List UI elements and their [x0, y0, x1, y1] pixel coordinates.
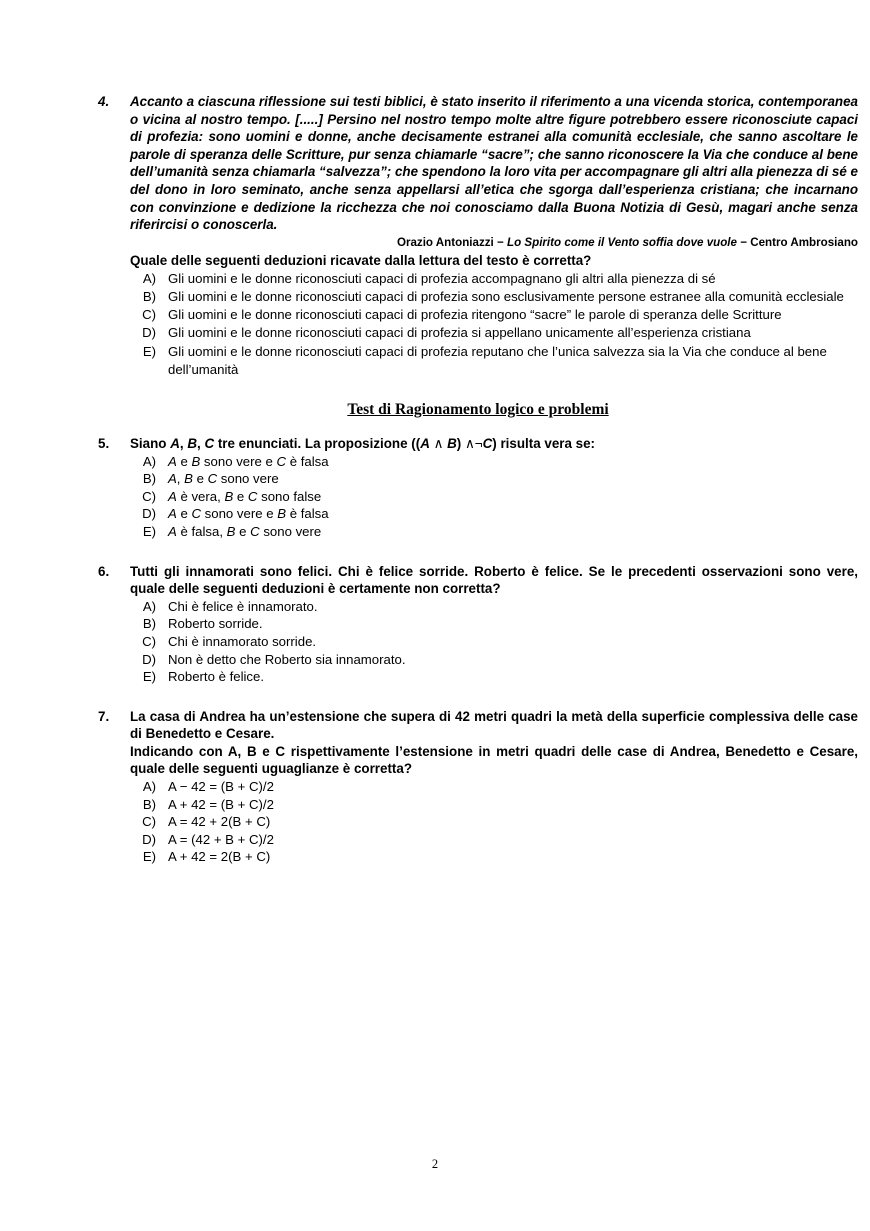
question-4-prompt: Quale delle seguenti deduzioni ricavate dalla lettura del testo è corretta? [130, 252, 592, 268]
question-5-stem [130, 435, 858, 453]
attribution-publisher: Centro Ambrosiano [750, 235, 858, 249]
stem-text: Siano [130, 435, 171, 451]
stem-text: , [196, 435, 205, 451]
option-letter: E) [142, 523, 156, 539]
option-text: Gli uomini e le donne riconosciuti capaci di profezia sono esclusivamente persone estranee alla comunità ecclesiale [168, 288, 844, 304]
option-item[interactable] [130, 470, 858, 488]
option-item[interactable] [130, 488, 858, 506]
option-letter: B) [142, 616, 156, 632]
option-letter: A) [142, 453, 156, 469]
option-item[interactable] [130, 505, 858, 523]
option-letter: E) [142, 343, 156, 359]
option-letter: A) [142, 779, 156, 795]
question-4-body [130, 93, 858, 379]
variable-b: B [447, 435, 457, 451]
option-text: A = (42 + B + C)/2 [168, 831, 274, 847]
option-text: A + 42 = (B + C)/2 [168, 796, 274, 812]
variable-c: C [204, 435, 215, 451]
option-text: A + 42 = 2(B + C) [168, 849, 271, 865]
option-item[interactable] [130, 668, 858, 686]
option-item[interactable] [130, 778, 858, 796]
option-item[interactable] [130, 796, 858, 814]
question-6-body [130, 563, 858, 686]
question-7-number: 7. [98, 708, 110, 724]
question-7-stem-part-2: Indicando con A, B e C rispettivamente l’estensione in metri quadri delle case di Andrea, Benedetto e Cesare, quale delle seguenti uguaglianze è corretta? [130, 743, 858, 777]
spacer [98, 686, 858, 708]
option-letter: E) [142, 849, 156, 865]
option-text: Roberto è felice. [168, 669, 265, 685]
page-number: 2 [431, 1157, 439, 1171]
option-letter: B) [142, 471, 156, 487]
option-text: A = 42 + 2(B + C) [168, 814, 271, 830]
question-5 [98, 435, 858, 541]
spacer [98, 419, 858, 435]
stem-text: tre enunciati. La proposizione (( [214, 435, 421, 451]
option-letter: C) [142, 633, 156, 649]
variable-b: B [187, 435, 197, 451]
question-6-options [130, 598, 858, 686]
and-operator: ∧ [429, 435, 448, 451]
option-letter: D) [142, 831, 156, 847]
question-7 [98, 708, 858, 866]
option-item[interactable] [130, 288, 858, 306]
question-5-options [130, 453, 858, 541]
option-letter: C) [142, 814, 156, 830]
stem-text: , [179, 435, 188, 451]
option-item[interactable] [130, 598, 858, 616]
option-item[interactable] [130, 343, 858, 379]
question-7-body [130, 708, 858, 866]
option-text: Non è detto che Roberto sia innamorato. [168, 651, 406, 667]
option-text: Gli uomini e le donne riconosciuti capaci di profezia accompagnano gli altri alla pienezza di sé [168, 270, 716, 286]
attribution-title: Lo Spirito come il Vento soffia dove vuole [507, 235, 737, 249]
option-letter: C) [142, 307, 156, 323]
option-text: A è vera, B e C sono false [168, 488, 322, 504]
option-item[interactable] [130, 615, 858, 633]
attribution-dash-1: − [493, 235, 507, 249]
option-item[interactable] [130, 813, 858, 831]
option-letter: D) [142, 651, 156, 667]
option-text: Gli uomini e le donne riconosciuti capaci di profezia ritengono “sacre” le parole di speranza delle Scritture [168, 307, 782, 323]
variable-a: A [170, 435, 180, 451]
stem-text: ) risulta vera se: [492, 435, 595, 451]
question-6-stem: Tutti gli innamorati sono felici. Chi è felice sorride. Roberto è felice. Se le precedenti osservazioni sono vere, quale delle seguenti deduzioni è certamente non corretta? [130, 563, 858, 597]
question-4 [98, 93, 858, 379]
option-text: A e B sono vere e C è falsa [168, 453, 329, 469]
option-item[interactable] [130, 523, 858, 541]
option-text: A − 42 = (B + C)/2 [168, 779, 274, 795]
spacer [98, 379, 858, 401]
option-letter: C) [142, 488, 156, 504]
question-4-attribution [130, 235, 858, 250]
option-text: Gli uomini e le donne riconosciuti capaci di profezia si appellano unicamente all’esperienza cristiana [168, 325, 751, 341]
page-content [98, 93, 858, 866]
question-5-number: 5. [98, 435, 110, 451]
option-letter: B) [142, 288, 156, 304]
option-item[interactable] [130, 453, 858, 471]
option-item[interactable] [130, 306, 858, 324]
option-letter: A) [142, 598, 156, 614]
question-6 [98, 563, 858, 686]
option-text: A è falsa, B e C sono vere [168, 523, 322, 539]
question-4-number: 4. [98, 94, 110, 109]
variable-a: A [420, 435, 430, 451]
option-text: Chi è innamorato sorride. [168, 633, 317, 649]
attribution-author: Orazio Antoniazzi [396, 235, 494, 249]
option-text: A e C sono vere e B è falsa [168, 506, 329, 522]
option-letter: D) [142, 325, 156, 341]
attribution-dash-2: − [736, 235, 751, 249]
question-4-passage: Accanto a ciascuna riflessione sui testi biblici, è stato inserito il riferimento a una vicenda storica, contemporanea o vicina al nostro tempo. [.....] Persino nel nostro tempo molte altre figure potrebbero essere riconosciute capaci di profezia: sono uomini e donne, anche decisamente estranei alla comunità ecclesiale, che sanno ascoltare le parole di speranza delle Scritture, pur senza chiamarle “sacre”; che sanno riconoscere la Via che conduce al bene dell’umanità senza chiamarla “salvezza”; che spendono la loro vita per accompagnare gli altri alla pienezza di sé e del dono in loro seminato, anche senza appellarsi all’etica che sgorga dall’esperienza cristiana; che incarnano con convinzione e dedizione la ricchezza che noi conosciamo dalla Buona Notizia di Gesù, magari anche senza riferircisi o conoscerla. [130, 94, 858, 233]
option-text: Gli uomini e le donne riconosciuti capaci di profezia reputano che l’unica salvezza sia la Via che conduce al bene dell’umanità [168, 343, 827, 377]
option-item[interactable] [130, 633, 858, 651]
question-6-number: 6. [98, 563, 110, 579]
section-title: Test di Ragionamento logico e problemi [347, 400, 609, 418]
option-text: A, B e C sono vere [168, 471, 279, 487]
option-item[interactable] [130, 324, 858, 342]
option-letter: A) [142, 270, 156, 286]
option-text: Roberto sorride. [168, 616, 263, 632]
option-letter: D) [142, 506, 156, 522]
option-letter: E) [142, 669, 156, 685]
spacer [98, 541, 858, 563]
question-5-body [130, 435, 858, 541]
variable-c: C [482, 435, 493, 451]
question-4-options [130, 270, 858, 379]
option-item[interactable] [130, 831, 858, 849]
and-not-operator: ∧¬ [464, 435, 483, 451]
question-7-stem-part-1: La casa di Andrea ha un’estensione che supera di 42 metri quadri la metà della superficie complessiva delle case di Benedetto e Cesare. [130, 708, 858, 742]
question-7-options [130, 778, 858, 866]
stem-text: ) [456, 435, 465, 451]
option-item[interactable] [130, 848, 858, 866]
option-item[interactable] [130, 270, 858, 288]
option-text: Chi è felice è innamorato. [168, 598, 318, 614]
option-letter: B) [142, 796, 156, 812]
option-item[interactable] [130, 651, 858, 669]
